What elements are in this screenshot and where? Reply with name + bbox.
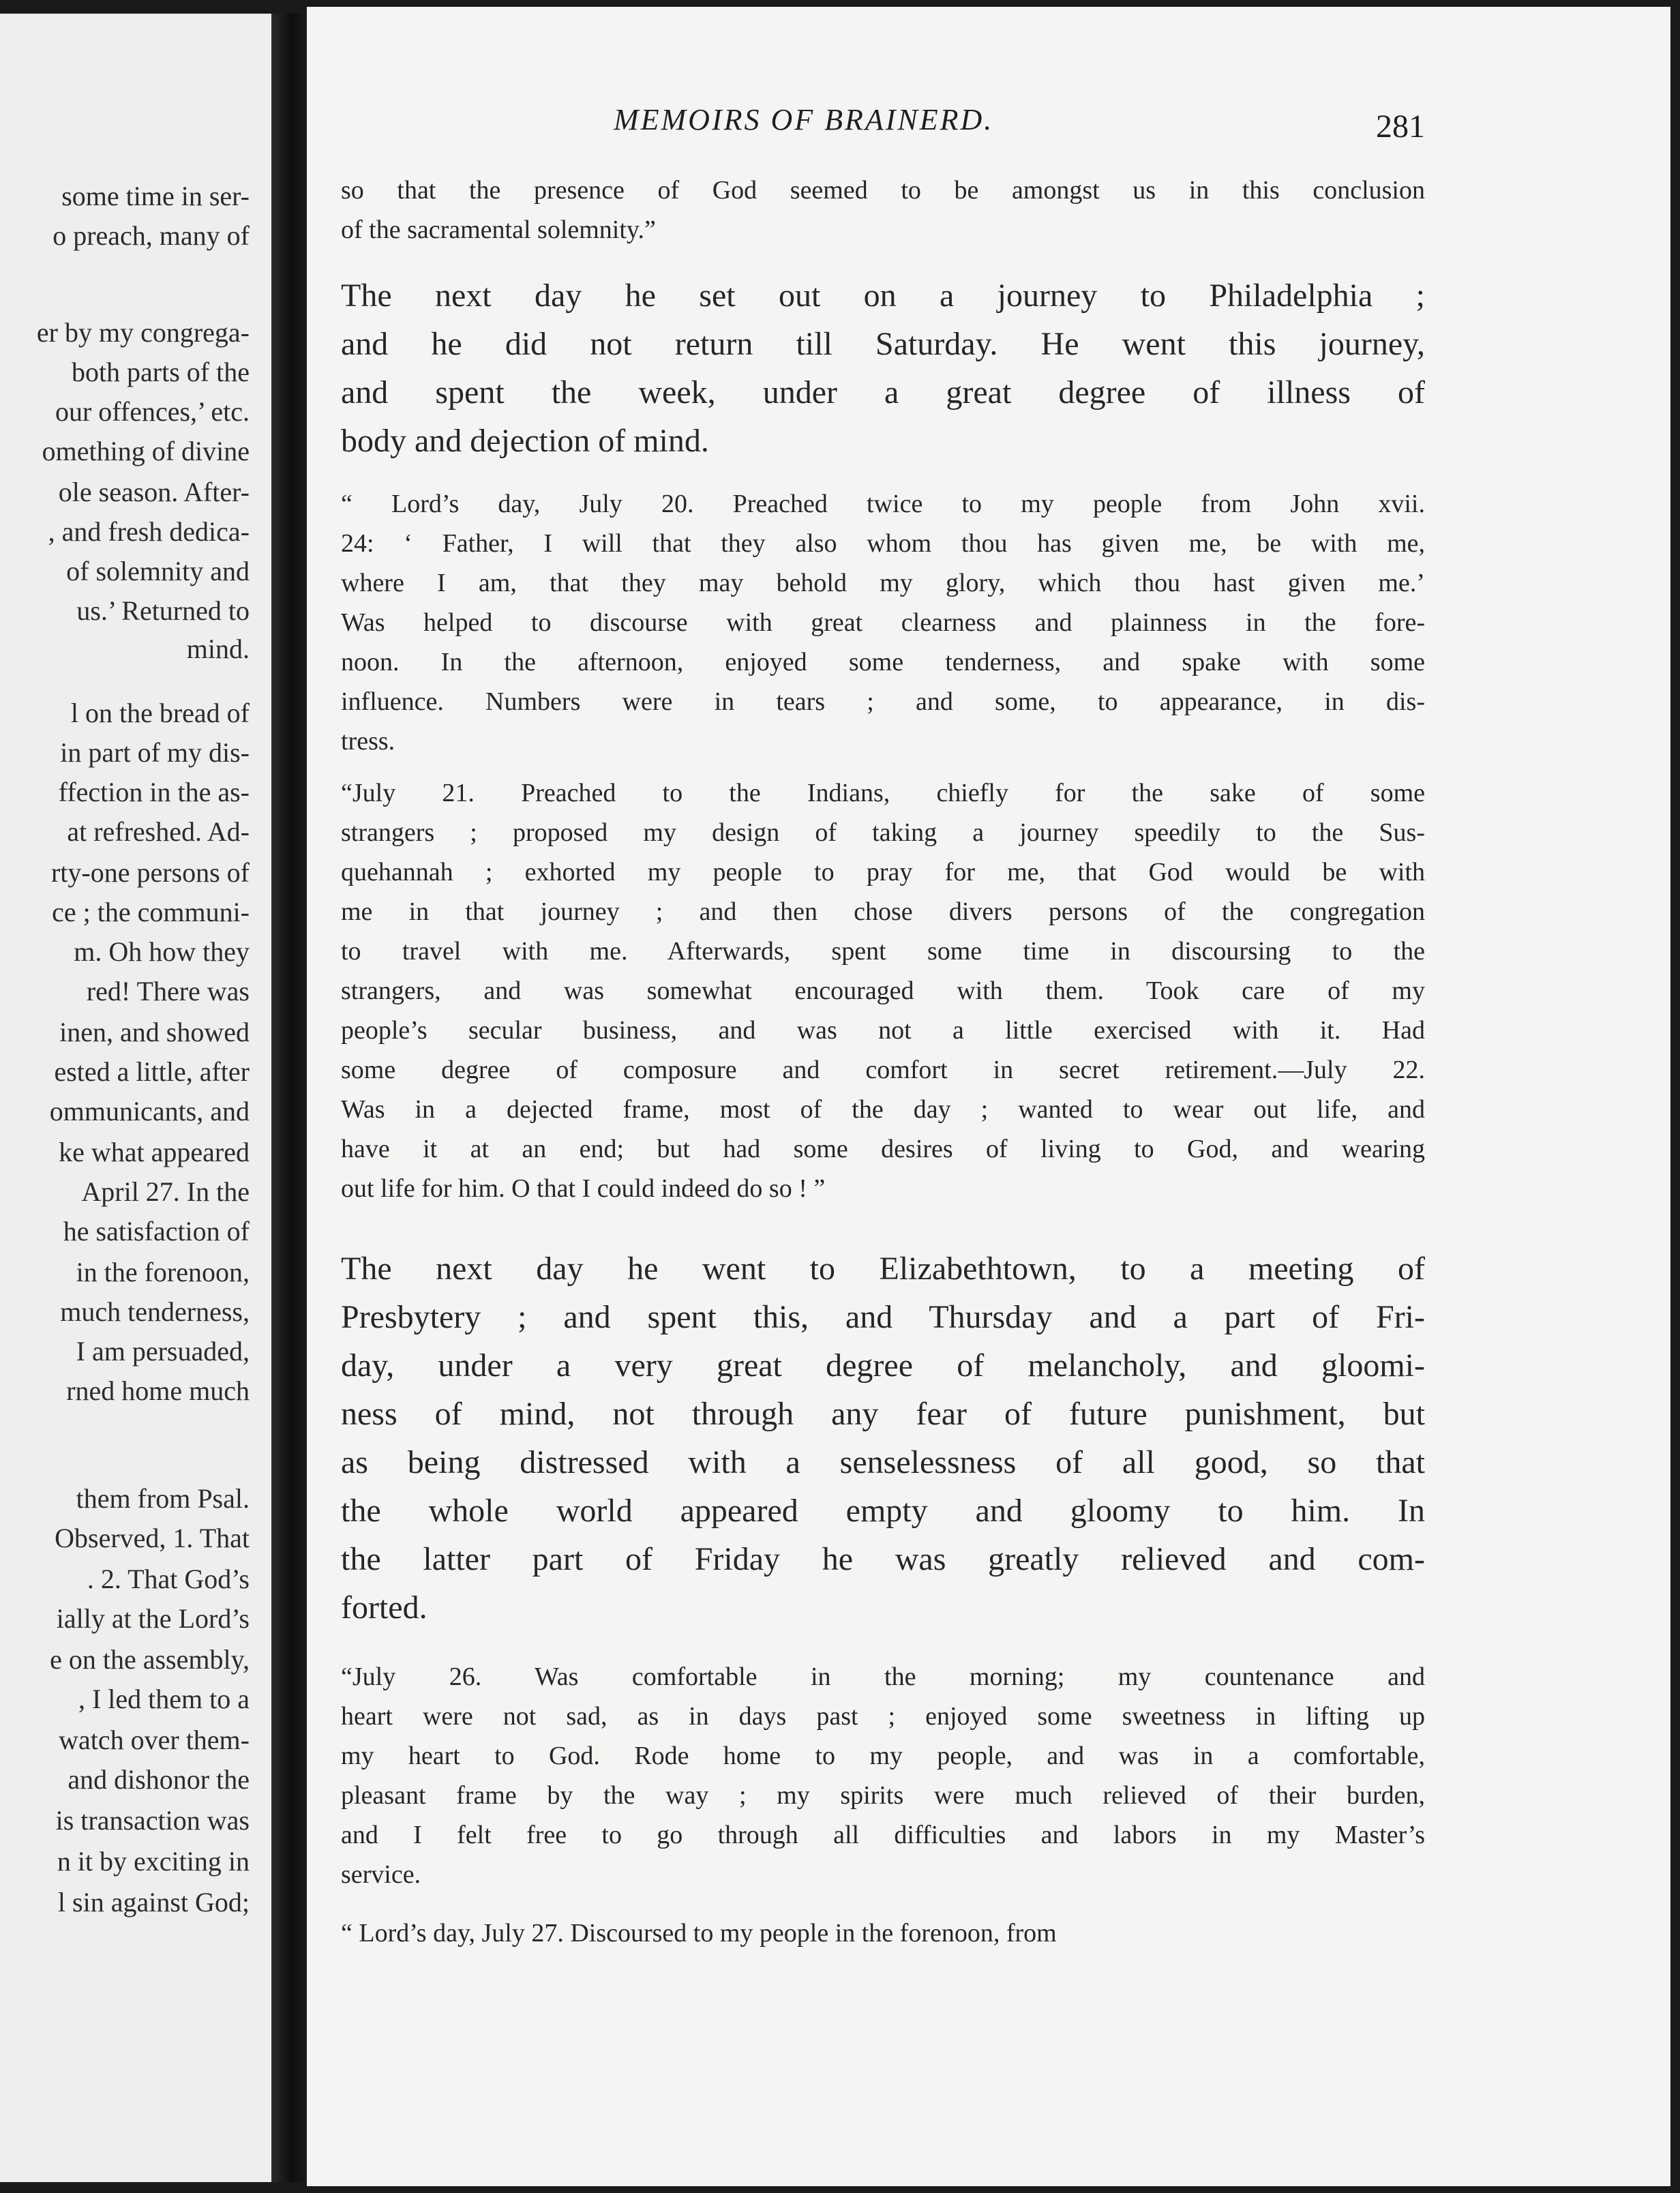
text-line: where I am, that they may behold my glory, which thou hast given me.’ [341,569,1425,597]
text-line: body and dejection of mind. [341,423,709,459]
text-line: and spent the week, under a great degree of illness of [341,374,1425,411]
text-line: day, under a very great degree of melancholy, and gloomi- [341,1347,1425,1384]
left-page-line: us.’ Returned to [76,595,250,626]
text-line: people’s secular business, and was not a little exercised with it. Had [341,1016,1425,1045]
left-page-line: , I led them to a [78,1684,250,1714]
text-line: Was in a dejected frame, most of the day ; wanted to wear out life, and [341,1095,1425,1124]
left-page-line: much tenderness, [60,1296,250,1327]
text-line: heart were not sad, as in days past ; enjoyed some sweetness in lifting up [341,1702,1425,1731]
text-line: “ Lord’s day, July 27. Discoursed to my people in the forenoon, from [341,1919,1057,1948]
page-number: 281 [1376,108,1425,145]
left-page-line: ially at the Lord’s [56,1603,250,1634]
left-page-line: in the forenoon, [76,1257,250,1287]
left-page-line: l on the bread of [70,698,250,728]
running-head [341,102,1425,150]
text-line: quehannah ; exhorted my people to pray for me, that God would be with [341,858,1425,886]
left-page-line: is transaction was [55,1805,250,1836]
text-line: forted. [341,1590,427,1626]
text-line: influence. Numbers were in tears ; and some, to appearance, in dis- [341,687,1425,716]
left-facing-page [0,14,280,2182]
text-line: “July 21. Preached to the Indians, chiefly for the sake of some [341,779,1425,807]
text-line: my heart to God. Rode home to my people, and was in a comfortable, [341,1742,1425,1770]
text-line: as being distressed with a senselessness of all good, so that [341,1444,1425,1480]
text-line: of the sacramental solemnity.” [341,215,656,244]
text-line: ness of mind, not through any fear of future punishment, but [341,1396,1425,1432]
text-line: noon. In the afternoon, enjoyed some tenderness, and spake with some [341,648,1425,676]
left-page-line: ommunicants, and [49,1096,250,1127]
text-line: me in that journey ; and then chose divers persons of the congregation [341,897,1425,926]
left-page-line: April 27. In the [81,1176,250,1207]
diary-paragraph-b7 [341,1913,1425,1953]
text-line: The next day he went to Elizabethtown, to a meeting of [341,1251,1425,1287]
left-page-line: n it by exciting in [57,1846,250,1877]
text-line: so that the presence of God seemed to be amongst us in this conclusion [341,176,1425,205]
left-page-line: in part of my dis- [60,737,250,768]
left-page-line: ce ; the communi- [52,897,250,927]
diary-paragraph-b3 [341,484,1425,761]
left-page-line: Observed, 1. That [55,1523,250,1553]
text-line: Presbytery ; and spent this, and Thursday and a part of Fri- [341,1299,1425,1335]
left-page-line: rty-one persons of [50,857,250,888]
left-page-line: ffection in the as- [58,777,250,807]
narrative-paragraph-b2 [341,271,1425,465]
left-page-line: ested a little, after [54,1056,250,1087]
running-head-title: MEMOIRS OF BRAINERD. [614,103,994,136]
text-line: The next day he set out on a journey to Philadelphia ; [341,278,1425,314]
left-page-line: our offences,’ etc. [55,396,250,427]
diary-paragraph-b1 [341,170,1425,250]
text-line: to travel with me. Afterwards, spent some time in discoursing to the [341,937,1425,966]
left-page-line: er by my congrega- [36,317,250,348]
left-page-line: red! There was [86,976,250,1006]
left-page-line: mind. [186,633,250,664]
text-line: some degree of composure and comfort in secret retirement.—July 22. [341,1056,1425,1084]
left-page-line: them from Psal. [76,1483,250,1514]
text-line: and he did not return till Saturday. He went this journey, [341,326,1425,362]
text-line: strangers ; proposed my design of taking a journey speedily to the Sus- [341,818,1425,847]
left-page-line: some time in ser- [61,181,250,211]
text-line: have it at an end; but had some desires of living to God, and wearing [341,1135,1425,1163]
right-page [307,7,1670,2186]
left-page-line: ole season. After- [58,477,250,507]
left-page-line: , and fresh dedica- [48,516,250,547]
text-line: Was helped to discourse with great clearness and plainness in the fore- [341,608,1425,637]
left-page-line: ke what appeared [59,1137,250,1167]
left-page-line: he satisfaction of [63,1216,250,1247]
left-page-line: at refreshed. Ad- [67,816,250,847]
left-page-line: e on the assembly, [50,1644,250,1675]
book-gutter [271,14,312,2182]
text-line: tress. [341,727,395,756]
left-page-line: m. Oh how they [74,936,250,967]
left-page-line: o preach, many of [52,220,250,251]
text-line: strangers, and was somewhat encouraged with them. Took care of my [341,976,1425,1005]
left-page-line: rned home much [66,1375,250,1406]
diary-paragraph-b4 [341,773,1425,1208]
text-line: pleasant frame by the way ; my spirits were much relieved of their burden, [341,1781,1425,1810]
diary-paragraph-b6 [341,1657,1425,1894]
left-page-line: l sin against God; [57,1887,250,1918]
left-page-line: omething of divine [42,436,250,466]
left-page-line: and dishonor the [68,1764,250,1795]
left-page-line: I am persuaded, [76,1336,250,1367]
text-line: the latter part of Friday he was greatly relieved and com- [341,1541,1425,1577]
text-line: the whole world appeared empty and gloomy to him. In [341,1493,1425,1529]
narrative-paragraph-b5 [341,1244,1425,1632]
left-page-line: both parts of the [71,357,250,387]
text-line: “ Lord’s day, July 20. Preached twice to my people from John xvii. [341,490,1425,518]
text-line: 24: ‘ Father, I will that they also whom thou has given me, be with me, [341,529,1425,558]
left-page-line: of solemnity and [66,556,250,586]
text-line: out life for him. O that I could indeed do so ! ” [341,1174,826,1203]
left-page-line: inen, and showed [59,1017,250,1047]
text-line: service. [341,1860,421,1889]
left-page-line: watch over them- [59,1725,250,1755]
text-line: “July 26. Was comfortable in the morning; my countenance and [341,1662,1425,1691]
left-page-line: . 2. That God’s [87,1564,250,1594]
text-line: and I felt free to go through all difficulties and labors in my Master’s [341,1821,1425,1849]
